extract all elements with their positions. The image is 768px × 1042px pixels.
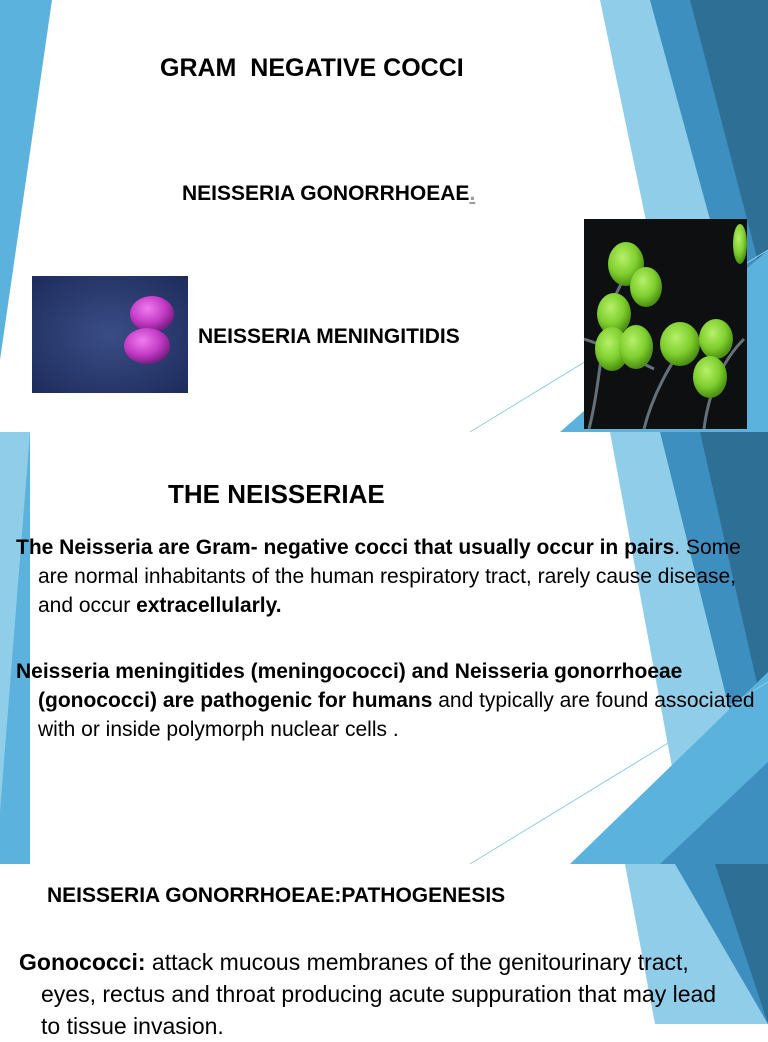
section-heading: NEISSERIA GONORRHOEAE:PATHOGENESIS [47, 884, 506, 907]
species-gonorrhoeae-text: NEISSERIA GONORRHOEAE [182, 182, 470, 205]
pathogenic-bold-text: Neisseria meningitides (meningococci) and Neisseria gonorrhoeae (gonococci) are pathogenic for humans [16, 660, 683, 712]
species-gonorrhoeae-label [182, 182, 475, 206]
slide-title: GRAM NEGATIVE COCCI [160, 54, 464, 82]
section-heading: THE NEISSERIAE [168, 479, 385, 509]
gonococci-text: attack mucous membranes of the genitourinary tract, eyes, rectus and throat producing acute suppuration that may lead to tissue invasion. [41, 949, 717, 1039]
pathogenic-text: and typically are found associated with or inside polymorph nuclear cells . [38, 689, 755, 741]
intro-bold-text: The Neisseria are Gram- negative cocci that usually occur in pairs [16, 536, 675, 559]
slide-the-neisseriae [0, 432, 768, 864]
species-meningitidis-label: NEISSERIA MENINGITIDIS [198, 325, 460, 348]
intro-bold-end: extracellularly. [136, 594, 282, 617]
species-dot: . [469, 182, 476, 205]
slide-pathogenesis [0, 864, 768, 1039]
diplococcus-micrograph-image [32, 276, 188, 393]
green-cocci-micrograph-image [584, 219, 747, 429]
gonococci-bold-text: Gonococci: [19, 949, 146, 975]
paragraph-neisseria-intro [16, 533, 768, 620]
slide-gram-negative-cocci [0, 0, 768, 432]
intro-text: . Some are normal inhabitants of the human respiratory tract, rarely cause disease, and occur [38, 536, 741, 617]
paragraph-pathogenic [16, 657, 768, 744]
paragraph-gonococci [19, 946, 741, 1042]
